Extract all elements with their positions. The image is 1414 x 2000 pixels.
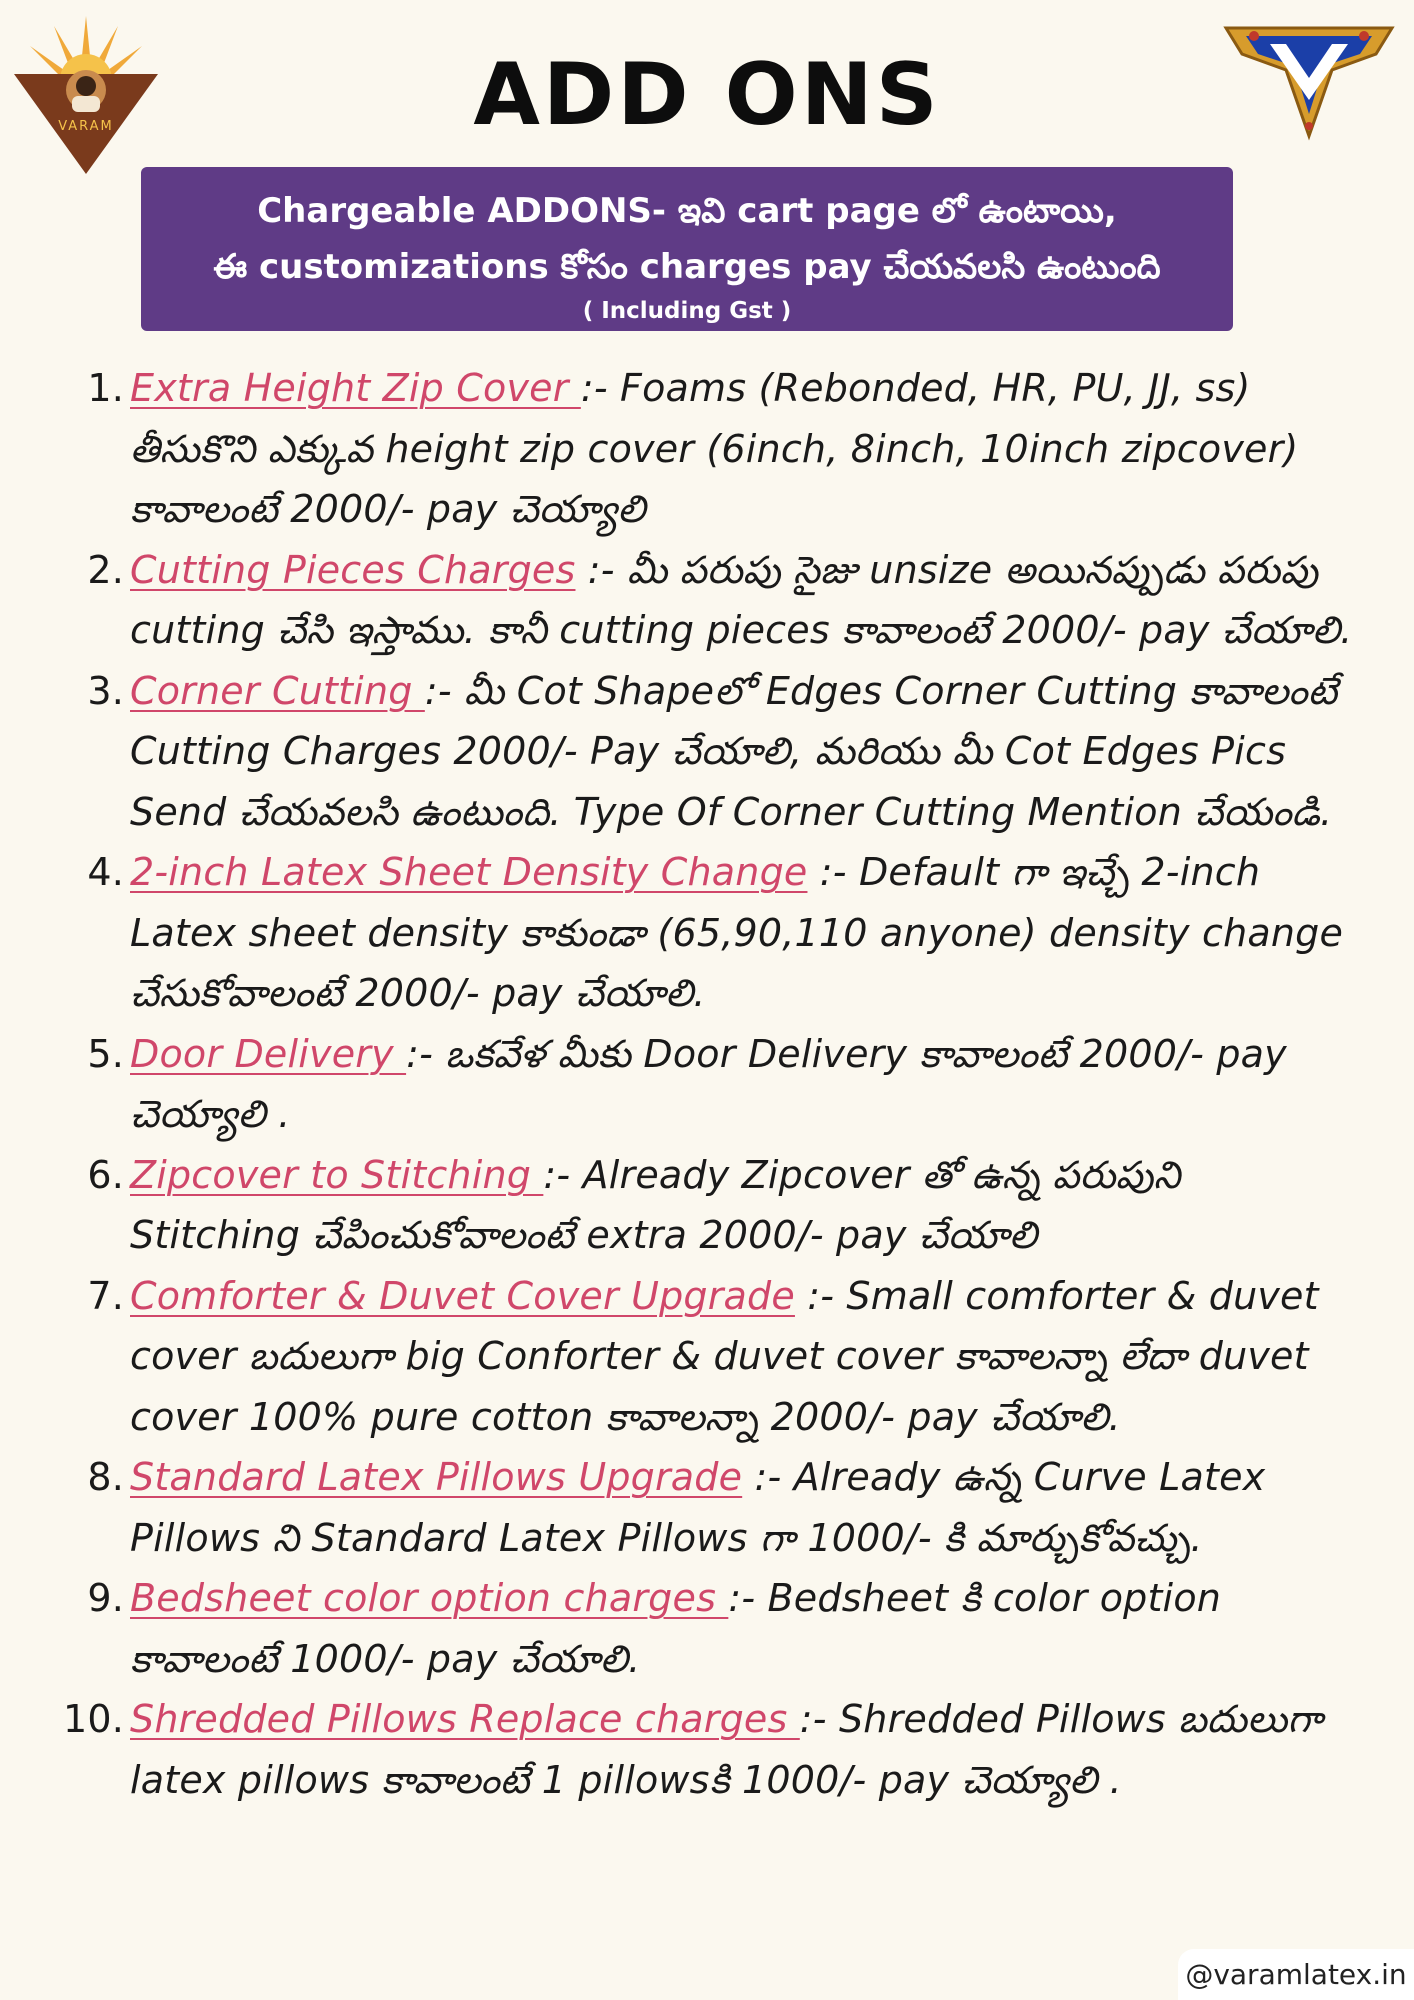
addon-link[interactable]: Extra Height Zip Cover: [130, 366, 581, 410]
page-title: ADD ONS: [473, 45, 941, 145]
addon-link[interactable]: Comforter & Duvet Cover Upgrade: [130, 1273, 795, 1318]
item-number: 3.: [87, 668, 124, 713]
chargeable-addons-banner: [141, 167, 1233, 331]
list-item: [0, 1145, 1414, 1266]
item-number: 8.: [87, 1455, 124, 1499]
item-description: :- మీ పరుపు సైజు unsize అయినప్పుడు పరుపు cutting చేసి ఇస్తాము. కానీ cutting pieces కావాలంటే 2000/- pay చేయాలి.: [130, 547, 1353, 652]
item-number: 4.: [87, 850, 124, 894]
addons-list: [0, 358, 1414, 1810]
item-number: 7.: [87, 1273, 124, 1318]
item-number: 6.: [87, 1152, 124, 1197]
item-description: :- Bedsheet కి color option కావాలంటే 1000/- pay చేయాలి.: [130, 1576, 1222, 1681]
list-item: [0, 1689, 1414, 1810]
item-description: :- Foams (Rebonded, HR, PU, JJ, ss) తీసుకొని ఎక్కువ height zip cover (6inch, 8inch, 10inch zipcover) కావాలంటే 2000/- pay చెయ్యాలి: [130, 366, 1299, 531]
addon-link[interactable]: 2-inch Latex Sheet Density Change: [130, 850, 808, 894]
addon-link[interactable]: Standard Latex Pillows Upgrade: [130, 1455, 743, 1499]
banner-line-2: ఈ customizations కోసం charges pay చేయవలసి ఉంటుంది: [213, 247, 1161, 287]
item-description: :- Shredded Pillows బదులుగా latex pillows కావాలంటే 1 pillowsకి 1000/- pay చెయ్యాలి .: [130, 1697, 1323, 1802]
list-item: [0, 661, 1414, 843]
item-number: 9.: [87, 1576, 124, 1620]
addon-link[interactable]: Corner Cutting: [130, 668, 425, 713]
social-handle: @varamlatex.in: [1178, 1949, 1414, 2000]
item-description: :- మీ Cot Shapeలో Edges Corner Cutting కావాలంటే Cutting Charges 2000/- Pay చేయాలి, మరియు మీ Cot Edges Pics Send చేయవలసి ఉంటుంది. Type Of Corner Cutting Mention చేయండి.: [130, 668, 1338, 834]
addon-link[interactable]: Bedsheet color option charges: [130, 1576, 729, 1620]
list-item: [0, 540, 1414, 661]
item-description: :- Default గా ఇచ్చే 2-inch Latex sheet density కాకుండా (65,90,110 anyone) density change చేసుకోవాలంటే 2000/- pay చేయాలి.: [130, 850, 1344, 1015]
addon-link[interactable]: Cutting Pieces Charges: [130, 547, 576, 592]
item-number: 1.: [87, 366, 124, 410]
item-number: 2.: [87, 547, 124, 592]
addon-link[interactable]: Zipcover to Stitching: [130, 1152, 544, 1197]
list-item: [0, 842, 1414, 1024]
item-description: :- Already Zipcover తో ఉన్న పరుపుని Stitching చేపించుకోవాలంటే extra 2000/- pay చేయాలి: [130, 1152, 1181, 1257]
list-item: [0, 1024, 1414, 1145]
banner-line-1: Chargeable ADDONS- ఇవి cart page లో ఉంటాయి,: [257, 191, 1117, 231]
item-description: :- Small comforter & duvet cover బదులుగా big Conforter & duvet cover కావాలన్నా లేదా duvet cover 100% pure cotton కావాలన్నా 2000/- pay చేయాలి.: [130, 1273, 1319, 1439]
item-number: 10.: [62, 1697, 124, 1741]
list-item: [0, 358, 1414, 540]
list-item: [0, 1266, 1414, 1448]
list-item: [0, 1447, 1414, 1568]
addon-link[interactable]: Door Delivery: [130, 1031, 407, 1076]
logo-lettering: VARAM: [58, 119, 114, 134]
item-description: :- ఒకవేళ మీకు Door Delivery కావాలంటే 2000/- pay చెయ్యాలి .: [130, 1031, 1287, 1136]
list-item: [0, 1568, 1414, 1689]
addon-link[interactable]: Shredded Pillows Replace charges: [130, 1697, 800, 1741]
item-number: 5.: [87, 1031, 124, 1076]
item-description: :- Already ఉన్న Curve Latex Pillows ని Standard Latex Pillows గా 1000/- కి మార్చుకోవచ్చు.: [130, 1455, 1266, 1560]
banner-gst-note: ( Including Gst ): [582, 298, 792, 324]
